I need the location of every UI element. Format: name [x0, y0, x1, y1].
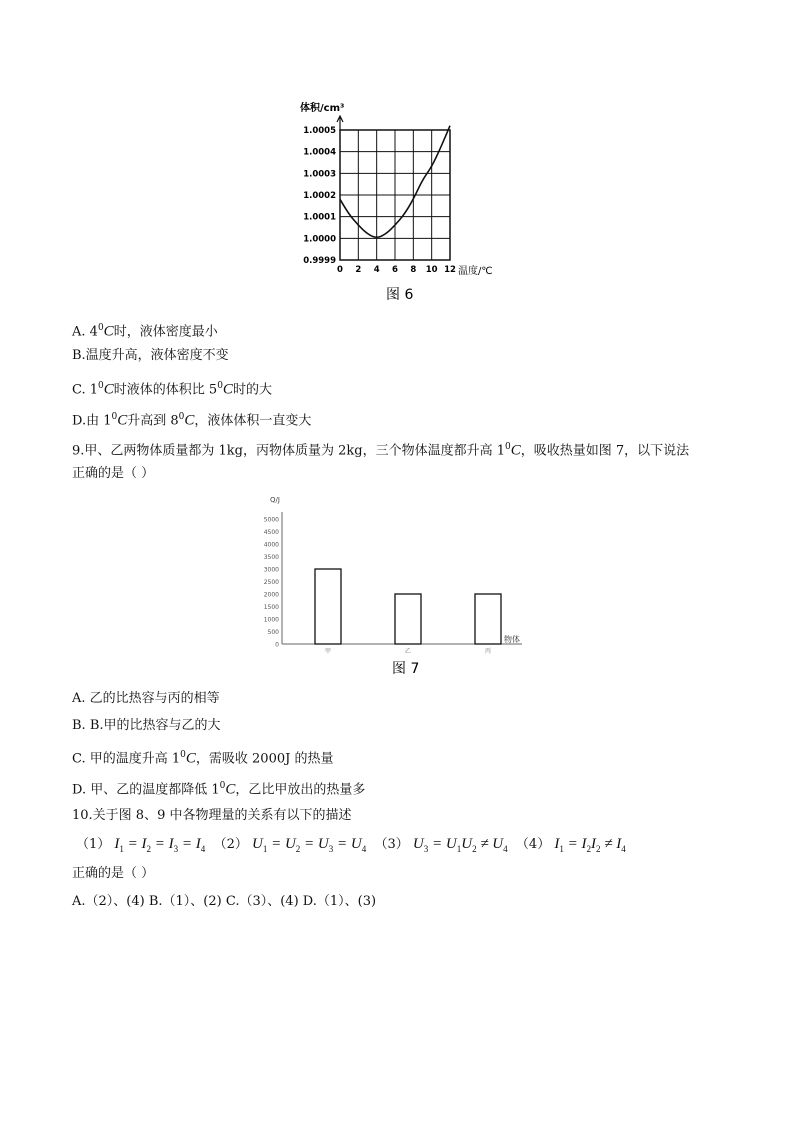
fig6-ytick-label: 1.0002 [303, 191, 336, 201]
q9-stem-unit: C [510, 442, 521, 459]
fig7-ytick-label: 4000 [263, 541, 279, 549]
q8-c-unit2: C [222, 381, 233, 398]
q8-c-sup1: 0 [98, 381, 104, 391]
fig7-yticks [264, 517, 279, 649]
q8-d-rest: ，液体体积一直变大 [194, 413, 312, 429]
q9-option-d [72, 776, 365, 800]
q10-item4-label: （4） [515, 837, 551, 852]
fig6-yticks [303, 126, 336, 266]
fig7-caption: 图 7 [392, 661, 420, 677]
fig6-ytick-label: 1.0003 [303, 169, 336, 180]
fig6-xtick-label: 4 [373, 265, 380, 275]
q8-d-prefix: D.由 1 [72, 413, 112, 429]
q8-a-rest: 时，液体密度最小 [113, 324, 218, 340]
q10-item2-formula: $U_1 = U_2 = U_3 = U_4$ [251, 836, 367, 854]
q8-option-a [72, 318, 218, 342]
fig7-bar [395, 594, 421, 644]
fig7-xlabel: 物体 [504, 635, 520, 644]
q8-c-mid: 时液体的体积比 5 [113, 382, 218, 398]
q8-option-d [72, 407, 311, 431]
q9-d-unit: C [225, 781, 236, 798]
q9-stem-line2: 正确的是（ ） [72, 466, 155, 481]
figure-6 [290, 95, 510, 310]
q10-prompt: 正确的是（ ） [72, 866, 155, 881]
fig7-xticks [325, 647, 491, 655]
q9-option-b: B. B.甲的比热容与乙的大 [72, 718, 221, 733]
fig7-ytick-label: 5000 [263, 516, 279, 524]
fig7-ytick-label: 2500 [263, 579, 279, 586]
fig6-xtick-label: 0 [337, 265, 343, 275]
q10-item2-label: （2） [213, 837, 248, 852]
q9-stem [72, 437, 689, 461]
q9-c-unit: C [185, 750, 196, 767]
q9-c-prefix: C. 甲的温度升高 1 [72, 751, 181, 767]
fig6-ylabel: 体积/cm³ [300, 103, 345, 114]
fig7-ytick-label: 4500 [263, 529, 279, 536]
fig7-ytick-label: 3500 [263, 554, 279, 561]
fig6-caption: 图 6 [386, 287, 414, 303]
q8-d-sup1: 0 [111, 412, 118, 422]
fig7-xtick-label: 乙 [404, 648, 412, 655]
fig6-xtick-label: 6 [392, 265, 398, 275]
fig7-ytick-label: 1000 [263, 616, 279, 624]
q9-d-prefix: D. 甲、乙的温度都降低 1 [72, 782, 220, 798]
q9-stem-a: 9.甲、乙两物体质量都为 1kg，丙物体质量为 2kg，三个物体温度都升高 1 [72, 443, 506, 459]
q10-answers: A.（2）、(4) B.（1）、(2) C.（3）、(4) D.（1）、(3) [72, 894, 377, 909]
q8-d-unit1: C [117, 412, 128, 429]
fig6-ytick-label: 1.0005 [303, 126, 336, 136]
fig6-ytick-label: 0.9999 [303, 256, 336, 266]
fig6-xtick-label: 2 [355, 265, 362, 275]
q8-c-sup2: 0 [217, 381, 223, 391]
fig6-y-arrow [337, 116, 343, 130]
fig6-grid [337, 116, 450, 260]
fig7-xtick-label: 丙 [484, 648, 492, 655]
fig7-bar [475, 594, 501, 644]
q8-option-b: B.温度升高，液体密度不变 [72, 348, 229, 363]
fig7-bars [315, 569, 501, 644]
q8-d-sup2: 0 [178, 412, 185, 422]
fig7-bar [315, 569, 341, 644]
fig6-ytick-label: 1.0001 [303, 212, 336, 223]
fig7-ytick-label: 2000 [263, 591, 279, 599]
q10-stem: 10.关于图 8、9 中各物理量的关系有以下的描述 [72, 808, 352, 823]
q10-item3-label: （3） [374, 837, 409, 852]
fig6-xtick-label: 10 [425, 265, 438, 275]
fig6-xlabel: 温度/℃ [458, 266, 493, 277]
q10-item1-formula: $I_1 = I_2 = I_3 = I_4$ [114, 836, 206, 854]
q10-item3-formula: $U_3 = U_1U_2 \ne U_4$ [412, 836, 508, 854]
fig7-ylabel: Q/J [270, 496, 280, 504]
q10-item1-label: （1） [76, 837, 111, 852]
q10-items [76, 834, 626, 859]
fig6-xticks [337, 265, 456, 275]
fig7-ytick-label: 1500 [263, 604, 279, 611]
q9-d-rest: ，乙比甲放出的热量多 [235, 782, 366, 798]
q8-a-unit: C [103, 323, 114, 340]
q8-c-unit1: C [103, 381, 114, 398]
q9-option-a: A. 乙的比热容与丙的相等 [72, 691, 220, 706]
q8-c-rest: 时的大 [232, 382, 272, 398]
q9-stem-sup: 0 [505, 442, 511, 452]
q9-stem-b: ，吸收热量如图 7，以下说法 [520, 443, 690, 459]
q8-d-mid: 升高到 8 [127, 413, 179, 429]
q9-option-c [72, 745, 333, 769]
fig7-ytick-label: 500 [267, 629, 279, 636]
q9-c-rest: ，需吸收 2000J 的热量 [195, 751, 334, 767]
q8-a-prefix: A. 4 [72, 324, 98, 340]
fig6-xtick-label: 12 [444, 265, 456, 275]
figure-7 [262, 492, 537, 682]
fig7-ytick-label: 0 [275, 641, 279, 649]
fig6-xtick-label: 8 [410, 265, 417, 275]
q8-d-unit2: C [184, 412, 195, 429]
q9-c-sup: 0 [180, 750, 186, 760]
q8-c-prefix: C. 1 [72, 382, 99, 398]
q8-option-c [72, 376, 272, 400]
q9-d-sup: 0 [219, 781, 226, 791]
fig6-ytick-label: 1.0004 [303, 147, 336, 158]
fig6-ytick-label: 1.0000 [303, 234, 336, 245]
fig7-xtick-label: 甲 [324, 648, 332, 655]
q8-a-sup: 0 [97, 323, 104, 333]
fig7-ytick-label: 3000 [263, 566, 279, 574]
q10-item4-formula: $I_1 = I_2I_2 \ne I_4$ [554, 836, 626, 854]
